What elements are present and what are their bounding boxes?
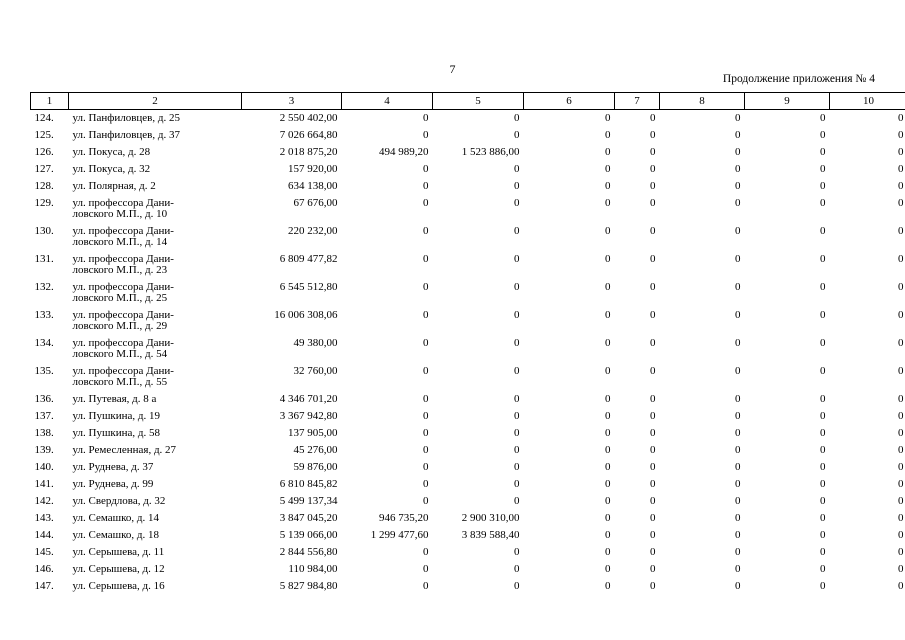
value-cell: 32 760,00 (293, 365, 338, 377)
row-number: 138. (34, 427, 54, 439)
value-cell: 0 (514, 253, 520, 265)
value-cell: 0 (423, 112, 429, 124)
address-cell: ул. профессора Дани- ловского М.П., д. 29 (72, 309, 174, 332)
table-row (31, 254, 905, 282)
value-cell: 0 (514, 461, 520, 473)
value-cell: 0 (898, 478, 904, 490)
value-cell: 0 (650, 563, 656, 575)
value-cell: 0 (514, 180, 520, 192)
value-cell: 0 (650, 461, 656, 473)
value-cell: 0 (735, 393, 741, 405)
table-row (31, 445, 905, 462)
value-cell: 157 920,00 (288, 163, 338, 175)
value-cell: 0 (423, 163, 429, 175)
column-header: 10 (830, 93, 905, 110)
table-row (31, 338, 905, 366)
value-cell: 0 (514, 427, 520, 439)
value-cell: 0 (735, 563, 741, 575)
value-cell: 0 (514, 163, 520, 175)
value-cell: 0 (820, 163, 826, 175)
value-cell: 110 984,00 (288, 563, 338, 575)
table-row (31, 366, 905, 394)
page-number: 7 (449, 62, 456, 76)
value-cell: 0 (820, 444, 826, 456)
value-cell: 0 (650, 495, 656, 507)
value-cell: 0 (514, 365, 520, 377)
address-cell: ул. Пушкина, д. 58 (72, 427, 161, 439)
value-cell: 6 545 512,80 (279, 281, 338, 293)
row-number: 141. (34, 478, 54, 490)
value-cell: 0 (735, 427, 741, 439)
value-cell: 2 900 310,00 (461, 512, 520, 524)
value-cell: 0 (735, 529, 741, 541)
value-cell: 0 (514, 495, 520, 507)
value-cell: 0 (820, 495, 826, 507)
value-cell: 0 (423, 495, 429, 507)
value-cell: 0 (820, 478, 826, 490)
row-number: 124. (34, 112, 54, 124)
value-cell: 0 (423, 253, 429, 265)
value-cell: 0 (820, 309, 826, 321)
value-cell: 946 735,20 (379, 512, 429, 524)
value-cell: 0 (898, 461, 904, 473)
address-cell: ул. Покуса, д. 32 (72, 163, 151, 175)
value-cell: 0 (820, 129, 826, 141)
value-cell: 0 (423, 365, 429, 377)
column-header: 6 (524, 93, 615, 110)
row-number: 139. (34, 444, 54, 456)
row-number: 129. (34, 197, 54, 209)
table-row (31, 310, 905, 338)
column-header: 9 (745, 93, 830, 110)
value-cell: 0 (898, 163, 904, 175)
address-cell: ул. профессора Дани- ловского М.П., д. 14 (72, 225, 174, 248)
header-row (31, 93, 905, 110)
value-cell: 0 (605, 461, 611, 473)
row-number: 133. (34, 309, 54, 321)
value-cell: 0 (605, 546, 611, 558)
value-cell: 0 (650, 580, 656, 592)
table-row (31, 479, 905, 496)
value-cell: 4 346 701,20 (279, 393, 338, 405)
row-number: 131. (34, 253, 54, 265)
table-row (31, 564, 905, 581)
address-cell: ул. Путевая, д. 8 а (72, 393, 157, 405)
value-cell: 0 (605, 427, 611, 439)
value-cell: 0 (735, 546, 741, 558)
value-cell: 0 (423, 444, 429, 456)
value-cell: 0 (650, 129, 656, 141)
value-cell: 137 905,00 (288, 427, 338, 439)
address-cell: ул. Серышева, д. 12 (72, 563, 165, 575)
column-header: 4 (342, 93, 433, 110)
value-cell: 0 (514, 197, 520, 209)
value-cell: 0 (650, 146, 656, 158)
value-cell: 0 (605, 253, 611, 265)
address-cell: ул. Панфиловцев, д. 25 (72, 112, 180, 124)
value-cell: 0 (423, 546, 429, 558)
address-cell: ул. Свердлова, д. 32 (72, 495, 166, 507)
value-cell: 0 (650, 410, 656, 422)
value-cell: 0 (605, 495, 611, 507)
value-cell: 0 (735, 197, 741, 209)
table-row (31, 428, 905, 445)
value-cell: 0 (820, 427, 826, 439)
value-cell: 0 (820, 146, 826, 158)
value-cell: 3 839 588,40 (461, 529, 520, 541)
value-cell: 0 (735, 281, 741, 293)
row-number: 135. (34, 365, 54, 377)
value-cell: 0 (898, 365, 904, 377)
value-cell: 0 (735, 309, 741, 321)
row-number: 137. (34, 410, 54, 422)
row-number: 140. (34, 461, 54, 473)
value-cell: 0 (735, 146, 741, 158)
value-cell: 5 827 984,80 (279, 580, 338, 592)
address-cell: ул. Семашко, д. 14 (72, 512, 159, 524)
value-cell: 59 876,00 (293, 461, 338, 473)
table-row (31, 130, 905, 147)
value-cell: 0 (605, 393, 611, 405)
address-cell: ул. Серышева, д. 16 (72, 580, 165, 592)
table-row (31, 581, 905, 598)
value-cell: 2 844 556,80 (279, 546, 338, 558)
value-cell: 1 523 886,00 (461, 146, 520, 158)
value-cell: 0 (514, 410, 520, 422)
value-cell: 0 (735, 225, 741, 237)
value-cell: 0 (514, 281, 520, 293)
value-cell: 0 (820, 529, 826, 541)
value-cell: 0 (650, 478, 656, 490)
address-cell: ул. профессора Дани- ловского М.П., д. 25 (72, 281, 174, 304)
value-cell: 0 (898, 197, 904, 209)
value-cell: 0 (423, 180, 429, 192)
value-cell: 0 (605, 112, 611, 124)
address-cell: ул. профессора Дани- ловского М.П., д. 55 (72, 365, 174, 388)
value-cell: 0 (605, 512, 611, 524)
value-cell: 634 138,00 (288, 180, 338, 192)
row-number: 127. (34, 163, 54, 175)
row-number: 144. (34, 529, 54, 541)
value-cell: 0 (650, 444, 656, 456)
column-header: 3 (242, 93, 342, 110)
table-row (31, 110, 905, 131)
value-cell: 0 (898, 146, 904, 158)
address-cell: ул. Панфиловцев, д. 37 (72, 129, 180, 141)
value-cell: 0 (650, 512, 656, 524)
value-cell: 0 (820, 180, 826, 192)
value-cell: 0 (898, 512, 904, 524)
appendix-label: Продолжение приложения № 4 (722, 73, 875, 85)
value-cell: 49 380,00 (293, 337, 338, 349)
value-cell: 0 (650, 529, 656, 541)
value-cell: 0 (605, 225, 611, 237)
value-cell: 0 (514, 546, 520, 558)
value-cell: 0 (423, 197, 429, 209)
row-number: 128. (34, 180, 54, 192)
address-cell: ул. Ремесленная, д. 27 (72, 444, 177, 456)
value-cell: 0 (898, 410, 904, 422)
value-cell: 0 (605, 281, 611, 293)
value-cell: 0 (605, 365, 611, 377)
value-cell: 0 (820, 225, 826, 237)
value-cell: 0 (423, 410, 429, 422)
address-cell: ул. Серышева, д. 11 (72, 546, 165, 558)
value-cell: 0 (898, 253, 904, 265)
value-cell: 3 367 942,80 (279, 410, 338, 422)
value-cell: 0 (423, 225, 429, 237)
value-cell: 0 (735, 129, 741, 141)
table-body (31, 110, 905, 599)
value-cell: 0 (898, 546, 904, 558)
value-cell: 0 (898, 495, 904, 507)
value-cell: 6 809 477,82 (279, 253, 338, 265)
value-cell: 0 (605, 129, 611, 141)
row-number: 142. (34, 495, 54, 507)
table-row (31, 462, 905, 479)
value-cell: 0 (898, 225, 904, 237)
value-cell: 0 (735, 253, 741, 265)
value-cell: 0 (898, 444, 904, 456)
value-cell: 0 (514, 129, 520, 141)
table-row (31, 147, 905, 164)
value-cell: 0 (735, 512, 741, 524)
value-cell: 0 (820, 546, 826, 558)
address-cell: ул. Пушкина, д. 19 (72, 410, 161, 422)
value-cell: 0 (820, 337, 826, 349)
column-header: 7 (615, 93, 660, 110)
table-row (31, 164, 905, 181)
value-cell: 0 (735, 180, 741, 192)
value-cell: 0 (735, 461, 741, 473)
value-cell: 0 (514, 563, 520, 575)
value-cell: 0 (605, 529, 611, 541)
value-cell: 0 (735, 444, 741, 456)
address-cell: ул. Полярная, д. 2 (72, 180, 156, 192)
value-cell: 0 (605, 337, 611, 349)
value-cell: 0 (605, 197, 611, 209)
value-cell: 0 (650, 546, 656, 558)
value-cell: 0 (650, 427, 656, 439)
value-cell: 0 (423, 129, 429, 141)
value-cell: 45 276,00 (293, 444, 338, 456)
address-cell: ул. Руднева, д. 37 (72, 461, 154, 473)
value-cell: 0 (898, 129, 904, 141)
value-cell: 0 (423, 309, 429, 321)
value-cell: 0 (898, 281, 904, 293)
value-cell: 0 (650, 393, 656, 405)
value-cell: 1 299 477,60 (370, 529, 429, 541)
row-number: 125. (34, 129, 54, 141)
column-header: 1 (31, 93, 69, 110)
value-cell: 0 (514, 225, 520, 237)
value-cell: 0 (650, 309, 656, 321)
value-cell: 494 989,20 (379, 146, 429, 158)
value-cell: 0 (605, 563, 611, 575)
value-cell: 220 232,00 (288, 225, 338, 237)
data-table (30, 92, 905, 598)
value-cell: 0 (735, 580, 741, 592)
table-row (31, 530, 905, 547)
value-cell: 7 026 664,80 (279, 129, 338, 141)
row-number: 146. (34, 563, 54, 575)
value-cell: 0 (820, 365, 826, 377)
value-cell: 0 (605, 163, 611, 175)
value-cell: 0 (735, 365, 741, 377)
value-cell: 0 (605, 444, 611, 456)
value-cell: 0 (423, 427, 429, 439)
value-cell: 0 (514, 112, 520, 124)
value-cell: 0 (820, 112, 826, 124)
value-cell: 0 (820, 197, 826, 209)
column-header: 2 (69, 93, 242, 110)
value-cell: 0 (650, 337, 656, 349)
address-cell: ул. профессора Дани- ловского М.П., д. 10 (72, 197, 174, 220)
value-cell: 0 (650, 163, 656, 175)
value-cell: 2 550 402,00 (279, 112, 338, 124)
value-cell: 0 (735, 495, 741, 507)
value-cell: 0 (820, 461, 826, 473)
table-row (31, 513, 905, 530)
value-cell: 0 (514, 444, 520, 456)
value-cell: 0 (820, 410, 826, 422)
value-cell: 0 (898, 529, 904, 541)
value-cell: 0 (650, 225, 656, 237)
value-cell: 0 (820, 253, 826, 265)
value-cell: 0 (650, 253, 656, 265)
value-cell: 0 (820, 563, 826, 575)
value-cell: 0 (820, 393, 826, 405)
column-header: 8 (660, 93, 745, 110)
value-cell: 0 (650, 197, 656, 209)
value-cell: 0 (735, 410, 741, 422)
value-cell: 0 (650, 281, 656, 293)
row-number: 134. (34, 337, 54, 349)
address-cell: ул. профессора Дани- ловского М.П., д. 54 (72, 337, 174, 360)
value-cell: 0 (898, 393, 904, 405)
value-cell: 0 (650, 112, 656, 124)
value-cell: 0 (605, 309, 611, 321)
table-row (31, 496, 905, 513)
column-header: 5 (433, 93, 524, 110)
table-row (31, 411, 905, 428)
value-cell: 0 (423, 461, 429, 473)
value-cell: 0 (423, 281, 429, 293)
value-cell: 67 676,00 (293, 197, 338, 209)
table-row (31, 547, 905, 564)
value-cell: 0 (514, 309, 520, 321)
value-cell: 5 499 137,34 (279, 495, 338, 507)
value-cell: 0 (605, 410, 611, 422)
value-cell: 0 (898, 180, 904, 192)
value-cell: 0 (735, 337, 741, 349)
row-number: 136. (34, 393, 54, 405)
table-row (31, 181, 905, 198)
value-cell: 0 (423, 478, 429, 490)
table-row (31, 394, 905, 411)
value-cell: 0 (735, 163, 741, 175)
value-cell: 0 (650, 180, 656, 192)
address-cell: ул. Покуса, д. 28 (72, 146, 151, 158)
value-cell: 16 006 308,06 (274, 309, 338, 321)
value-cell: 0 (514, 580, 520, 592)
value-cell: 0 (423, 337, 429, 349)
value-cell: 0 (514, 337, 520, 349)
value-cell: 6 810 845,82 (279, 478, 338, 490)
value-cell: 0 (605, 478, 611, 490)
row-number: 147. (34, 580, 54, 592)
value-cell: 3 847 045,20 (279, 512, 338, 524)
address-cell: ул. профессора Дани- ловского М.П., д. 23 (72, 253, 174, 276)
value-cell: 0 (605, 146, 611, 158)
address-cell: ул. Семашко, д. 18 (72, 529, 159, 541)
address-cell: ул. Руднева, д. 99 (72, 478, 154, 490)
value-cell: 0 (423, 393, 429, 405)
value-cell: 0 (514, 478, 520, 490)
value-cell: 0 (898, 112, 904, 124)
value-cell: 0 (898, 427, 904, 439)
value-cell: 0 (820, 512, 826, 524)
value-cell: 0 (735, 478, 741, 490)
value-cell: 0 (423, 563, 429, 575)
row-number: 143. (34, 512, 54, 524)
table-row (31, 226, 905, 254)
value-cell: 0 (605, 580, 611, 592)
value-cell: 0 (820, 580, 826, 592)
value-cell: 0 (898, 563, 904, 575)
row-number: 126. (34, 146, 54, 158)
row-number: 145. (34, 546, 54, 558)
value-cell: 0 (820, 281, 826, 293)
value-cell: 0 (735, 112, 741, 124)
value-cell: 0 (898, 580, 904, 592)
table-row (31, 282, 905, 310)
value-cell: 0 (605, 180, 611, 192)
value-cell: 0 (898, 309, 904, 321)
row-number: 132. (34, 281, 54, 293)
value-cell: 5 139 066,00 (279, 529, 338, 541)
value-cell: 2 018 875,20 (279, 146, 338, 158)
value-cell: 0 (898, 337, 904, 349)
value-cell: 0 (514, 393, 520, 405)
table-row (31, 198, 905, 226)
value-cell: 0 (650, 365, 656, 377)
row-number: 130. (34, 225, 54, 237)
value-cell: 0 (423, 580, 429, 592)
